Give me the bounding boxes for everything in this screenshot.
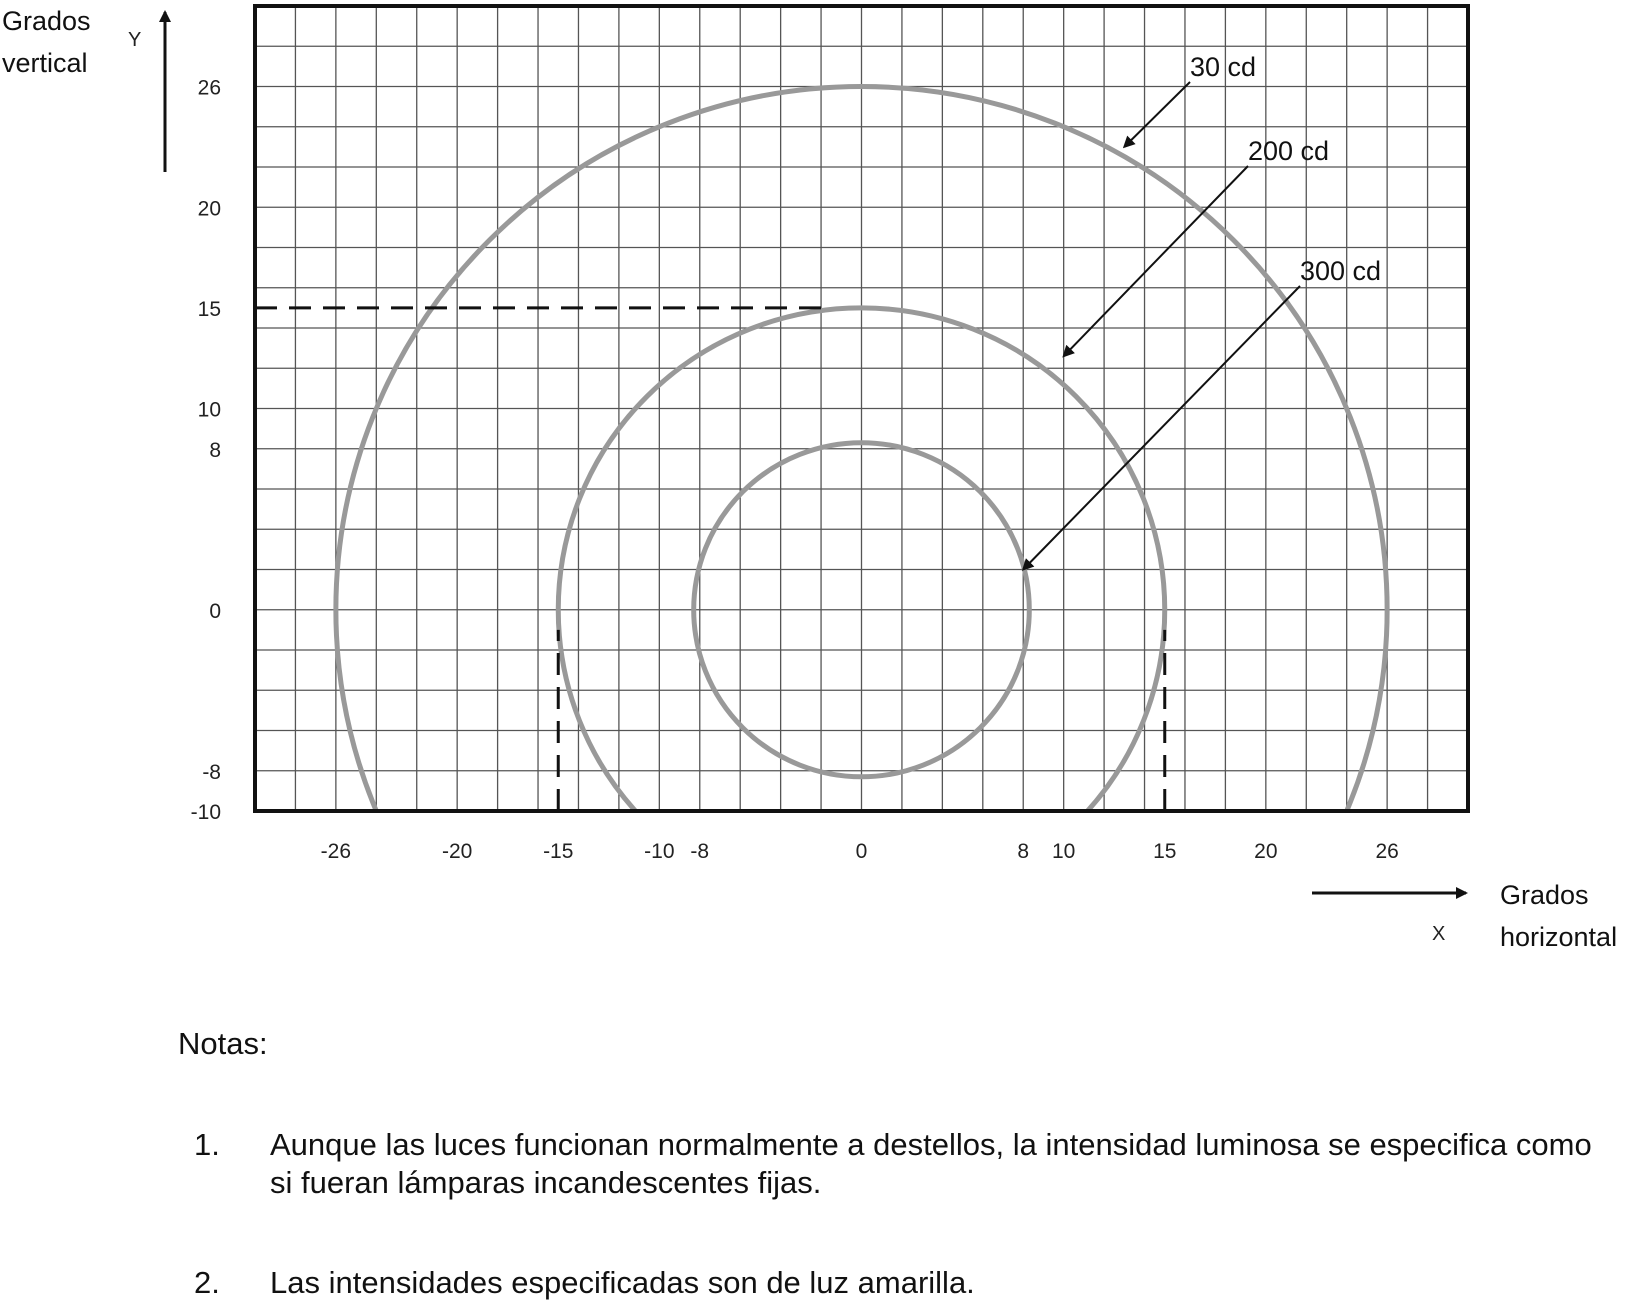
x-tick-label: 8	[1017, 840, 1030, 863]
annotation-label: 300 cd	[1300, 256, 1382, 286]
y-axis-letter: Y	[128, 29, 142, 51]
y-tick-label: -10	[190, 801, 221, 824]
note-item-1	[194, 1126, 1600, 1202]
y-tick-label: 15	[197, 297, 221, 321]
x-tick-label: 26	[1375, 840, 1399, 863]
grid	[255, 6, 1468, 811]
x-tick-label: 10	[1051, 840, 1076, 863]
tick-labels	[191, 77, 1399, 864]
y-tick-label: -8	[202, 760, 221, 784]
y-tick-label: 20	[197, 197, 221, 221]
annotation-arrow	[1124, 82, 1190, 147]
x-axis-title: Grados	[1500, 880, 1589, 910]
x-tick-label: -8	[690, 840, 710, 863]
x-axis-letter: X	[1432, 923, 1446, 945]
x-tick-label: -20	[441, 840, 473, 863]
y-axis-title: vertical	[2, 48, 88, 78]
note-text: Aunque las luces funcionan normalmente a destellos, la intensidad luminosa se especifica como si fueran lámparas incandescentes fijas.	[270, 1127, 1592, 1200]
x-axis-title: horizontal	[1500, 922, 1618, 952]
notes-title: Notas:	[178, 1026, 268, 1061]
reference-lines	[255, 308, 1165, 811]
x-tick-label: 0	[855, 840, 868, 863]
x-tick-label: -26	[320, 840, 352, 863]
x-tick-label: -15	[543, 840, 574, 863]
y-tick-label: 0	[209, 599, 221, 623]
note-text: Las intensidades especificadas son de luz amarilla.	[270, 1265, 975, 1300]
annotations	[1023, 52, 1381, 570]
y-tick-label: 10	[197, 398, 221, 422]
x-tick-label: -10	[644, 840, 675, 863]
note-number: 2.	[194, 1265, 220, 1300]
annotation-label: 30 cd	[1190, 52, 1257, 82]
y-tick-label: 8	[209, 438, 221, 462]
y-axis-title: Grados	[2, 6, 91, 36]
y-tick-label: 26	[197, 76, 221, 100]
note-item-2	[194, 1264, 1600, 1302]
note-number: 1.	[194, 1127, 220, 1162]
x-tick-label: 15	[1153, 840, 1177, 863]
annotation-label: 200 cd	[1248, 136, 1330, 166]
x-tick-label: 20	[1254, 840, 1278, 863]
